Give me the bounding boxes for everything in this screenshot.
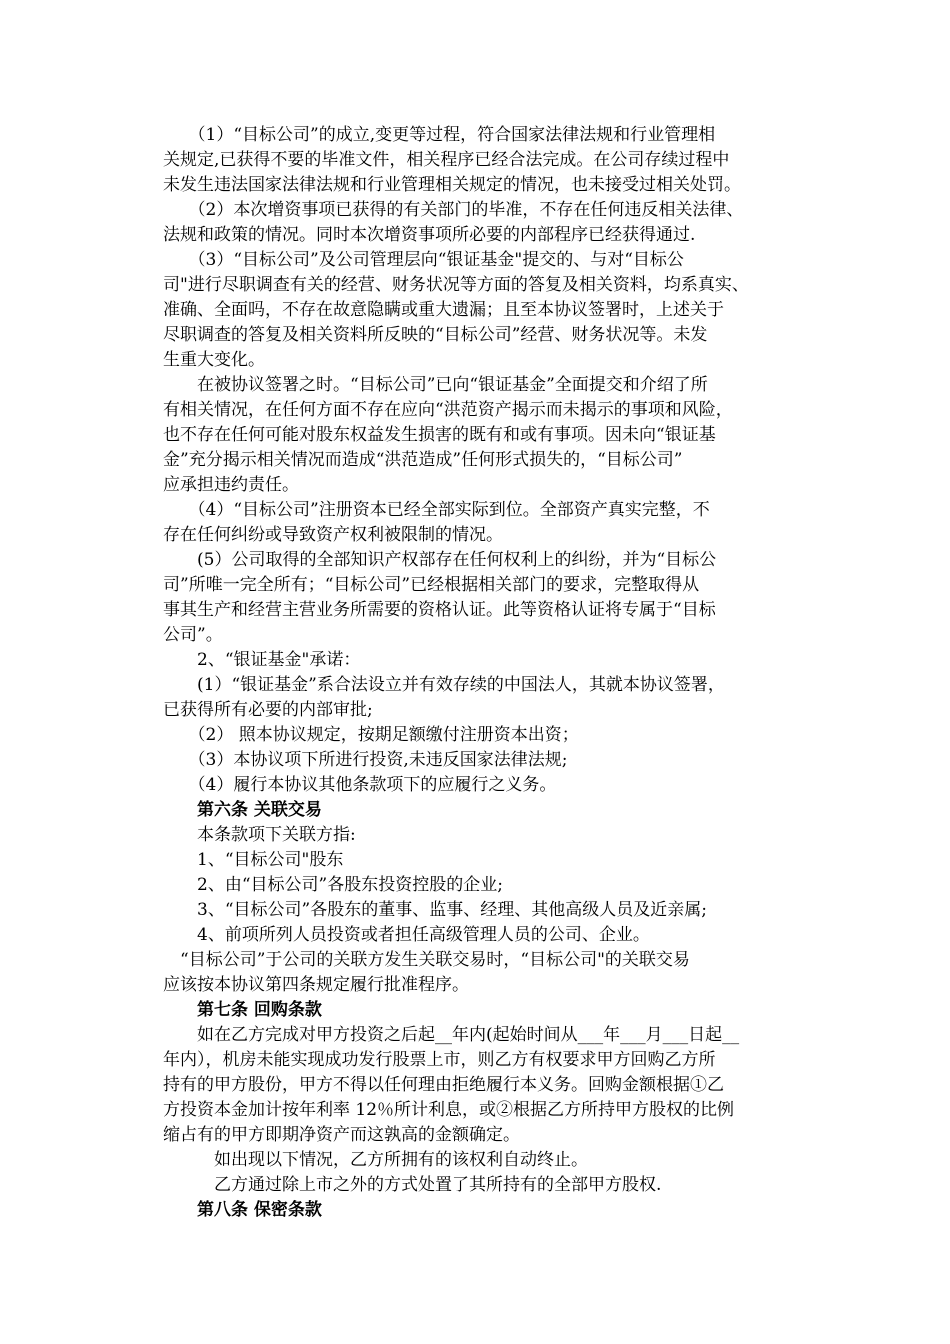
body-text-line: 持有的甲方股份，甲方不得以任何理由拒绝履行本义务。回购金额根据①乙 — [163, 1075, 724, 1095]
body-text-line: 应承担违约责任。 — [163, 475, 299, 495]
section-heading: 第八条 保密条款 — [163, 1200, 322, 1220]
body-text-line: 有相关情况，在任何方面不存在应向“洪范资产揭示而未揭示的事项和风险， — [163, 400, 733, 420]
body-text-line: “目标公司”于公司的关联方发生关联交易时，“目标公司"的关联交易 — [163, 950, 690, 970]
body-text-line: 司”所唯一完全所有；“目标公司”已经根据相关部门的要求，完整取得从 — [163, 575, 700, 595]
body-text-line: （4）“目标公司”注册资本已经全部实际到位。全部资产真实完整，不 — [163, 500, 710, 520]
body-text-line: 2、由“目标公司”各股东投资控股的企业; — [163, 875, 503, 895]
body-text-line: 也不存在任何可能对股东权益发生损害的既有和或有事项。因未向“银证基 — [163, 425, 716, 445]
body-text-line: 事其生产和经营主营业务所需要的资格认证。此等资格认证将专属于“目标 — [163, 600, 716, 620]
body-text-line: 如出现以下情况，乙方所拥有的该权利自动终止。 — [163, 1150, 588, 1170]
body-text-line: 1、“目标公司"股东 — [163, 850, 344, 870]
body-text-line: 存在任何纠纷或导致资产权利被限制的情况。 — [163, 525, 503, 545]
body-text-line: 已获得所有必要的内部审批; — [163, 700, 373, 720]
body-text-line: （1）“目标公司”的成立,变更等过程，符合国家法律法规和行业管理相 — [163, 125, 716, 145]
body-text-line: （4）履行本协议其他条款项下的应履行之义务。 — [163, 775, 557, 795]
body-text-line: 如在乙方完成对甲方投资之后起__年内(起始时间从___年___月___日起__ — [163, 1025, 740, 1045]
body-text-line: 2、“银证基金"承诺： — [163, 650, 361, 670]
body-text-line: (5）公司取得的全部知识产权部存在任何权利上的纠纷，并为“目标公 — [163, 550, 717, 570]
body-text-line: 本条款项下关联方指: — [163, 825, 356, 845]
body-text-line: 金”充分揭示相关情况而造成“洪范造成”任何形式损失的，“目标公司” — [163, 450, 683, 470]
body-text-line: 缩占有的甲方即期净资产而这孰高的金额确定。 — [163, 1125, 520, 1145]
document-body — [163, 123, 813, 1223]
body-text-line: 乙方通过除上市之外的方式处置了其所持有的全部甲方股权. — [163, 1175, 662, 1195]
body-text-line: 公司”。 — [163, 625, 223, 645]
section-heading: 第六条 关联交易 — [163, 800, 322, 820]
body-text-line: 司"进行尽职调查有关的经营、财务状况等方面的答复及相关资料，均系真实、 — [163, 275, 749, 295]
body-text-line: 方投资本金加计按年利率 12％所计利息，或②根据乙方所持甲方股权的比例 — [163, 1100, 735, 1120]
body-text-line: 准确、全面吗，不存在故意隐瞒或重大遗漏；且至本协议签署时，上述关于 — [163, 300, 724, 320]
body-text-line: 未发生违法国家法律法规和行业管理相关规定的情况，也未接受过相关处罚。 — [163, 175, 741, 195]
body-text-line: 3、“目标公司”各股东的董事、监事、经理、其他高级人员及近亲属; — [163, 900, 707, 920]
body-text-line: （2）本次增资事项已获得的有关部门的毕准，不存在任何违反相关法律、 — [163, 200, 744, 220]
section-heading: 第七条 回购条款 — [163, 1000, 322, 1020]
body-text-line: 生重大变化。 — [163, 350, 265, 370]
body-text-line: 应该按本协议第四条规定履行批准程序。 — [163, 975, 469, 995]
body-text-line: 4、前项所列人员投资或者担任高级管理人员的公司、企业。 — [163, 925, 650, 945]
body-text-line: 尽职调查的答复及相关资料所反映的“目标公司”经营、财务状况等。未发 — [163, 325, 708, 345]
body-text-line: 年内），机房未能实现成功发行股票上市，则乙方有权要求甲方回购乙方所 — [163, 1050, 716, 1070]
body-text-line: （3）“目标公司”及公司管理层向“银证基金"提交的、与对“目标公 — [163, 250, 684, 270]
body-text-line: (1）“银证基金”系合法设立并有效存续的中国法人，其就本协议签署， — [163, 675, 725, 695]
body-text-line: 在被协议签署之时。“目标公司”已向“银证基金”全面提交和介绍了所 — [163, 375, 708, 395]
body-text-line: 法规和政策的情况。同时本次增资事项所必要的内部程序已经获得通过. — [163, 225, 696, 245]
body-text-line: （2） 照本协议规定，按期足额缴付注册资本出资； — [163, 725, 579, 745]
body-text-line: 关规定,已获得不要的毕准文件，相关程序已经合法完成。在公司存续过程中 — [163, 150, 730, 170]
body-text-line: （3）本协议项下所进行投资,未违反国家法律法规; — [163, 750, 568, 770]
